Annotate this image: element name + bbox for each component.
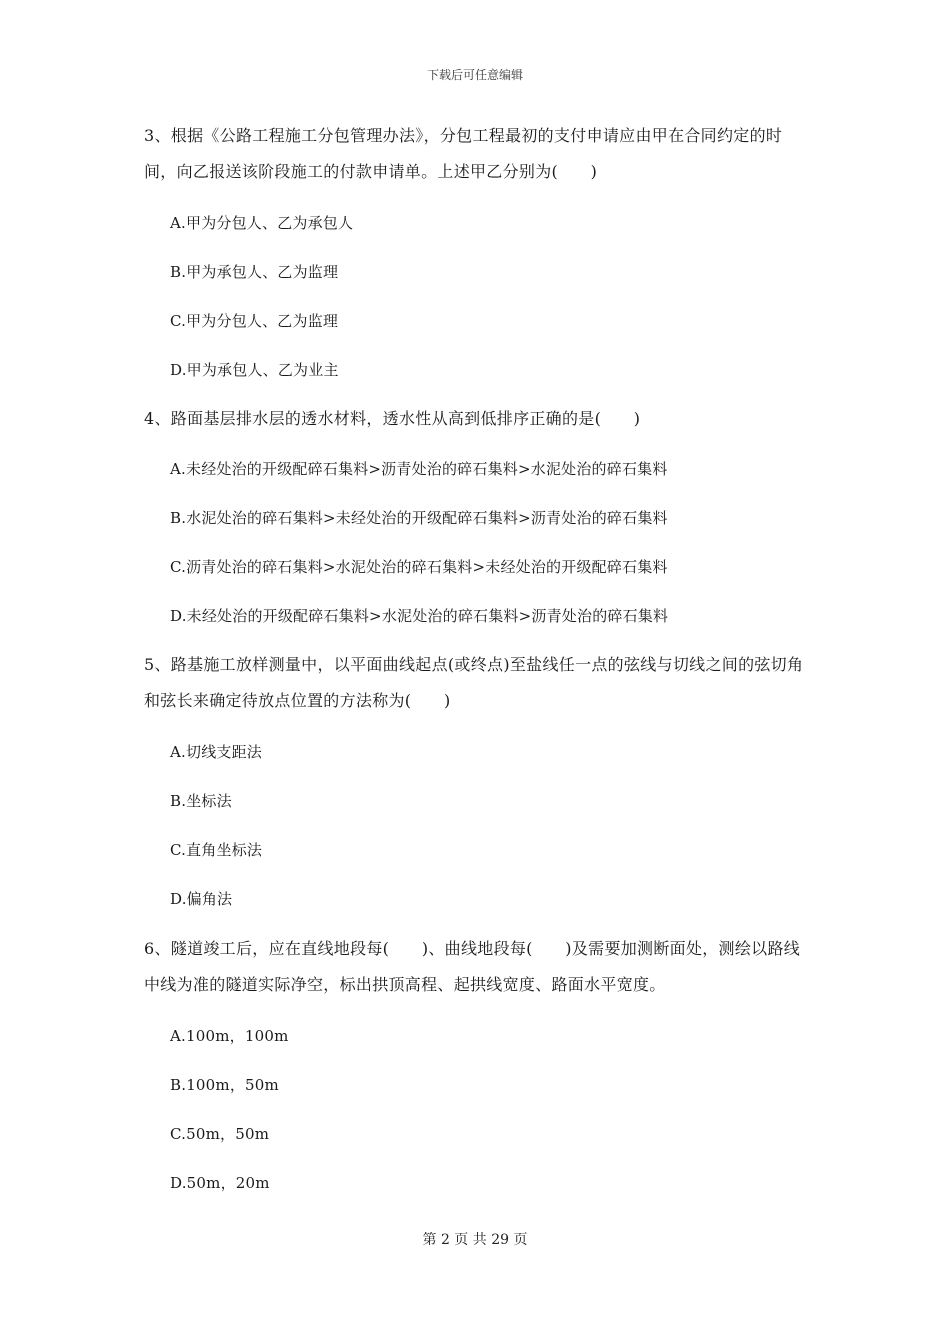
question-3-option-c: C.甲为分包人、乙为监理 (170, 312, 339, 330)
question-4-option-c: C.沥青处治的碎石集料>水泥处治的碎石集料>未经处治的开级配碎石集料 (170, 558, 668, 576)
page-footer: 第 2 页 共 29 页 (422, 1232, 528, 1248)
question-5-option-c: C.直角坐标法 (170, 841, 263, 859)
question-5-option-d: D.偏角法 (170, 890, 233, 908)
question-6-option-d: D.50m，20m (170, 1174, 270, 1192)
question-4-stem: 4、路面基层排水层的透水材料，透水性从高到低排序正确的是( ) (144, 409, 641, 428)
question-3-option-b: B.甲为承包人、乙为监理 (170, 263, 339, 281)
question-6-stem: 6、隧道竣工后，应在直线地段每( )、曲线地段每( )及需要加测断面处，测绘以路线中线为准的隧道实际净空，标出拱顶高程、起拱线宽度、路面水平宽度。 (144, 939, 801, 994)
question-6-option-b: B.100m，50m (170, 1076, 279, 1094)
question-6-option-c: C.50m，50m (170, 1125, 270, 1143)
page-header: 下载后可任意编辑 (426, 68, 523, 82)
question-4-option-a: A.未经处治的开级配碎石集料>沥青处治的碎石集料>水泥处治的碎石集料 (170, 460, 668, 478)
question-6-option-a: A.100m，100m (170, 1027, 289, 1045)
question-4-option-b: B.水泥处治的碎石集料>未经处治的开级配碎石集料>沥青处治的碎石集料 (170, 509, 668, 527)
question-3-stem: 3、根据《公路工程施工分包管理办法》，分包工程最初的支付申请应由甲在合同约定的时间，向乙报送该阶段施工的付款申请单。上述甲乙分别为( ) (144, 126, 783, 181)
question-5-option-b: B.坐标法 (170, 792, 232, 810)
question-5-option-a: A.切线支距法 (170, 743, 263, 761)
question-4-option-d: D.未经处治的开级配碎石集料>水泥处治的碎石集料>沥青处治的碎石集料 (170, 607, 669, 625)
question-3-option-d: D.甲为承包人、乙为业主 (170, 361, 339, 379)
question-3-option-a: A.甲为分包人、乙为承包人 (170, 214, 354, 232)
question-5-stem: 5、路基施工放样测量中，以平面曲线起点(或终点)至盐线任一点的弦线与切线之间的弦切角和弦长来确定待放点位置的方法称为( ) (144, 655, 804, 710)
